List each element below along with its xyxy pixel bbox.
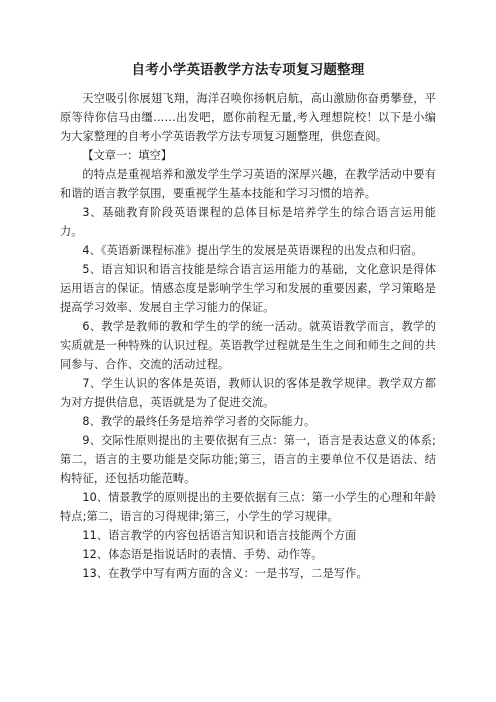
list-item: 12、体态语是指说话时的表情、手势、动作等。 (82, 548, 323, 561)
document-title: 自考小学英语教学方法专项复习题整理 (131, 62, 365, 78)
list-item: 6、教学是教师的教和学生的学的统一活动。就英语教学而言，教学的实质就是一种特殊的认识过程。英语教学过程就是生生之间和师生之间的共同参与、合作、交流的活动过程。 (60, 320, 436, 371)
list-item: 11、语言教学的内容包括语言知识和语言技能两个方面 (82, 529, 357, 542)
list-item: 3、基础教育阶段英语课程的总体目标是培养学生的综合语言运用能力。 (60, 206, 436, 238)
list-item: 4、《英语新课程标准》提出学生的发展是英语课程的出发点和归宿。 (82, 244, 423, 257)
list-item: 8、教学的最终任务是培养学习者的交际能力。 (82, 415, 316, 428)
list-item: 的特点是重视培养和激发学生学习英语的深厚兴趣，在教学活动中要有和谐的语言教学氛围，要重视学生基本技能和学习习惯的培养。 (60, 168, 436, 200)
list-item: 10、情景教学的原则提出的主要依据有三点：第一小学生的心理和年龄特点;第二，语言的习得规律;第三，小学生的学习规律。 (60, 491, 436, 523)
intro-paragraph: 天空吸引你展翅飞翔，海洋召唤你扬帆启航，高山激励你奋勇攀登，平原等待你信马由缰……出发吧，愿你前程无量,考入理想院校！以下是小编为大家整理的自考小学英语教学方法专项复习题整理，供您查阅。 (60, 92, 436, 143)
section-heading: 【文章一：填空】 (82, 149, 172, 162)
list-item: 13、在教学中写有两方面的含义：一是书写，二是写作。 (82, 567, 368, 580)
list-item: 9、交际性原则提出的主要依据有三点：第一，语言是表达意义的体系;第二，语言的主要功能是交际功能;第三，语言的主要单位不仅是语法、结构特征，还包括功能范畴。 (60, 434, 436, 485)
list-item: 7、学生认识的客体是英语，教师认识的客体是教学规律。教学双方都为对方提供信息，英语就是为了促进交流。 (60, 377, 436, 409)
list-item: 5、语言知识和语言技能是综合语言运用能力的基础，文化意识是得体运用语言的保证。情感态度是影响学生学习和发展的重要因素，学习策略是提高学习效率、发展自主学习能力的保证。 (60, 263, 436, 314)
